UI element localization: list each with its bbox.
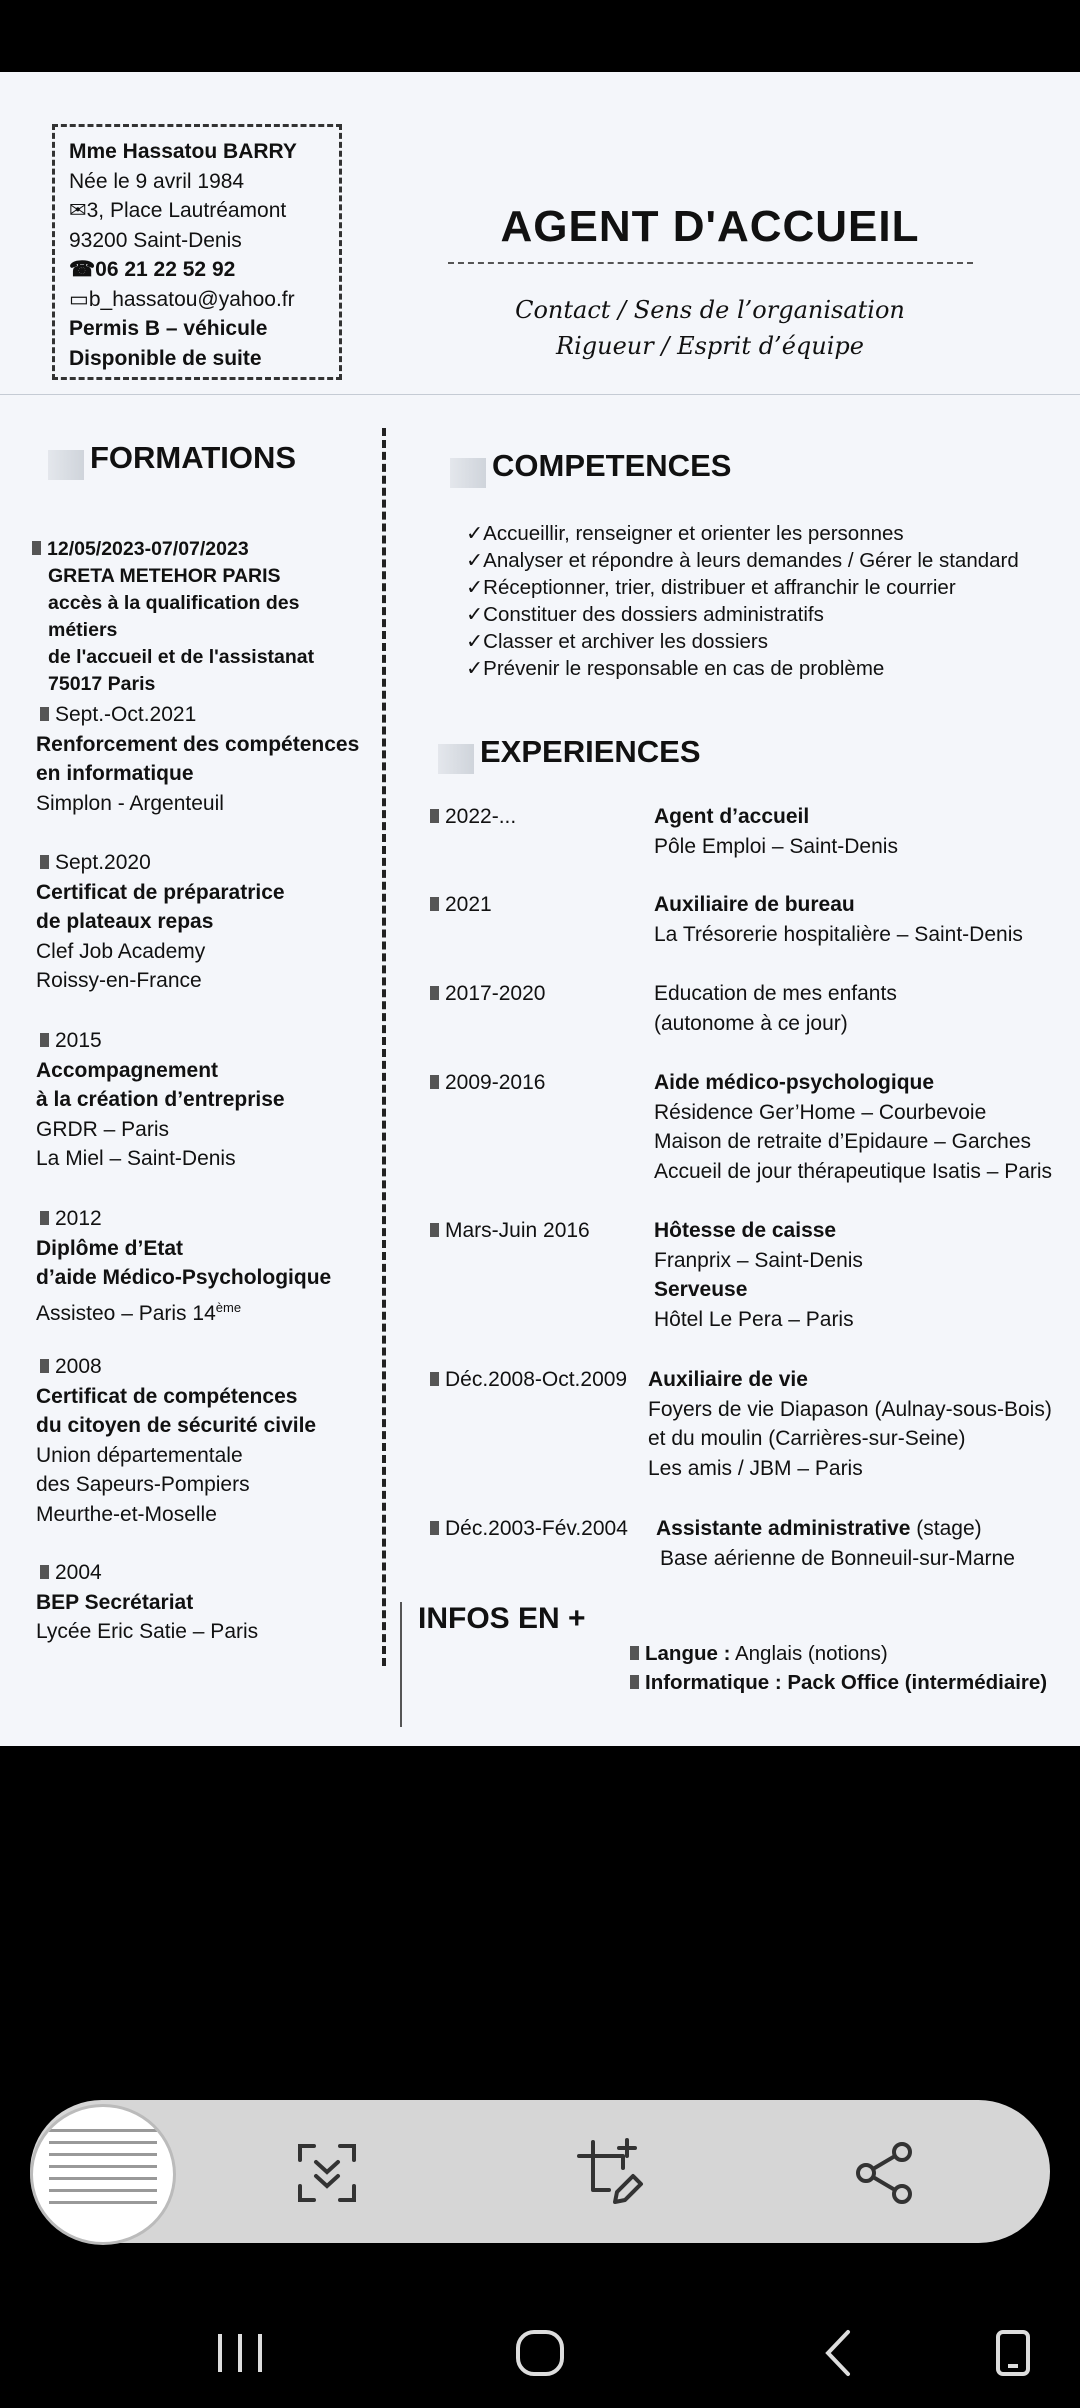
phone-icon: ☎ [69, 258, 96, 281]
bullet-square [40, 707, 49, 721]
competence-item: ✓Analyser et répondre à leurs demandes / Gérer le standard [466, 549, 1019, 572]
bullet-square [430, 1223, 439, 1237]
navigation-bar [0, 2290, 1080, 2408]
document-thumbnail[interactable] [30, 2104, 176, 2245]
formation-item: Sept.2020 Certificat de préparatrice de plateaux repas Clef Job Academy Roissy-en-France [36, 851, 285, 992]
competences-list [466, 520, 1019, 682]
scan-text-icon[interactable] [292, 2138, 362, 2208]
share-icon[interactable] [850, 2138, 920, 2208]
contact-birthdate: Née le 9 avril 1984 [69, 169, 245, 193]
contact-email: b_hassatou@yahoo.fr [88, 287, 295, 311]
formation-item: 2015 Accompagnement à la création d’entreprise GRDR – Paris La Miel – Saint-Denis [36, 1029, 285, 1170]
competence-item: ✓Classer et archiver les dossiers [466, 630, 768, 653]
contact-address-line1: 3, Place Lautréamont [86, 199, 287, 222]
title-underline [448, 262, 973, 264]
bullet-square [430, 897, 439, 911]
bullet-square [430, 986, 439, 1000]
back-icon[interactable] [810, 2328, 870, 2378]
competence-item: ✓Constituer des dossiers administratifs [466, 603, 824, 626]
formation-item: 2004 BEP Secrétariat Lycée Eric Satie – Paris [36, 1561, 259, 1643]
bullet-square [430, 1372, 439, 1386]
experiences-title: EXPERIENCES [480, 734, 701, 770]
resume-document: Mme Hassatou BARRY Née le 9 avril 1984 ✉3, Place Lautréamont 93200 Saint-Denis ☎06 21 22 52 92 ▭b_hassatou@yahoo.fr Permis B – véhicule Disponible de suite AGENT D'ACCUEIL Contact / Sens de l’organisation Rigueur / Esprit d’équipe FORMATIONS 12/05/2023-07/07/2023 GRETA METEHOR PARIS accès à la qualification des métiers de l'accueil et de l'assistanat 75017 Paris Sept.-Oct.2021 Renforcement des compétences en informatique Simplon - Argenteuil Sept.2020 Certificat de préparatrice de plateaux repas Clef Job Academy Roissy-en-France 2015 Accompagnement à la création d’entreprise GRDR – Paris La Miel – Saint-Denis 2012 Diplôme d’Etat d’aide Médico-Psychologique Assisteo – Paris 14ème 2008 Certificat de compétences du citoyen de sécurité civile Union départementale des Sapeurs-Pompiers Meurthe-et-Moselle 2004 BEP Secrétariat Lycée Eric Satie – Paris COMPETENCES ✓Accueillir, renseigner et orienter les personnes ✓Analyser et répondre à leurs demandes / Gérer le standard ✓Réceptionner, trier, distribuer et affranchir le courrier ✓Constituer des dossiers administratifs ✓Classer et archiver les dossiers ✓Prévenir le responsable en cas de problème EXPERIENCES 2022-... Agent d’accueil Pôle Emploi – Saint-Denis 2021 Auxiliaire de bureau La Trésorerie hospitalière – Saint-Denis 2017-2020 Education de mes enfants (autonome à ce jour) 2009-2016 Aide médico-psychologique Résidence Ger’Home – Courbevoie Maison de retraite d’Epidaure – Garches Accueil de jour thérapeutique Isatis – Paris Mars-Juin 2016 Hôtesse de caisse Franprix – Saint-Denis Serveuse Hôtel Le Pera – Paris Déc.2008-Oct.2009 Auxiliaire de vie Foyers de vie Diapason (Aulnay-sous-Bois) et du moulin (Carrières-sur-Seine) Les amis / JBM – Paris Déc.2003-Fév.2004 Assistante administrative (stage) Base aérienne de Bonneuil-sur-Marne INFOS EN + Langue : Anglais (notions) Informatique : Pack Office (intermédiaire) [0, 72, 1080, 1746]
contact-availability: Disponible de suite [69, 346, 262, 370]
bullet-square [32, 541, 41, 555]
formation-item: 12/05/2023-07/07/2023 GRETA METEHOR PARIS accès à la qualification des métiers de l'accueil et de l'assistanat 75017 Paris [32, 536, 372, 698]
contact-address-line2: 93200 Saint-Denis [69, 228, 242, 252]
bullet-square [630, 1646, 639, 1660]
image-toolbar [30, 2100, 1050, 2243]
recent-apps-icon[interactable] [210, 2328, 270, 2378]
competences-title: COMPETENCES [492, 448, 731, 484]
competence-item: ✓Réceptionner, trier, distribuer et affranchir le courrier [466, 576, 956, 599]
contact-box [52, 124, 342, 380]
infos-list [630, 1640, 1047, 1697]
screenshot-icon[interactable] [984, 2328, 1044, 2378]
infos-title: INFOS EN + [418, 1602, 586, 1635]
crop-edit-icon[interactable] [575, 2138, 645, 2208]
bullet-square [630, 1675, 639, 1689]
info-item: Informatique : Pack Office (intermédiaire) [630, 1669, 1047, 1698]
envelope-icon: ✉ [69, 199, 87, 222]
infos-divider [400, 1602, 402, 1727]
computer-icon: ▭ [69, 287, 89, 311]
contact-name: Mme Hassatou BARRY [69, 140, 297, 163]
contact-license: Permis B – véhicule [69, 317, 268, 340]
competence-item: ✓Prévenir le responsable en cas de problème [466, 657, 885, 680]
bullet-square [430, 809, 439, 823]
bullet-square [40, 1211, 49, 1225]
bullet-square [430, 1075, 439, 1089]
formation-item: Sept.-Oct.2021 Renforcement des compétences en informatique Simplon - Argenteuil [36, 703, 360, 815]
bullet-square [40, 855, 49, 869]
column-divider [382, 428, 386, 1666]
qualities-line-2: Rigueur / Esprit d’équipe [556, 332, 864, 360]
bullet-square [40, 1033, 49, 1047]
formation-item: 2008 Certificat de compétences du citoyen de sécurité civile Union départementale des Sapeurs-Pompiers Meurthe-et-Moselle [36, 1355, 317, 1526]
bullet-square [40, 1565, 49, 1579]
header-divider [0, 394, 1080, 395]
job-title: AGENT D'ACCUEIL [500, 202, 920, 251]
contact-phone: 06 21 22 52 92 [95, 258, 236, 281]
bullet-square [40, 1359, 49, 1373]
qualities-line-1: Contact / Sens de l’organisation [515, 296, 905, 324]
bullet-square [430, 1521, 439, 1535]
competence-item: ✓Accueillir, renseigner et orienter les personnes [466, 522, 904, 545]
info-item: Langue : Anglais (notions) [630, 1640, 1047, 1669]
formations-title: FORMATIONS [90, 440, 296, 476]
headline [440, 202, 980, 364]
home-icon[interactable] [510, 2328, 570, 2378]
formation-item: 2012 Diplôme d’Etat d’aide Médico-Psychologique Assisteo – Paris 14ème [36, 1207, 332, 1325]
